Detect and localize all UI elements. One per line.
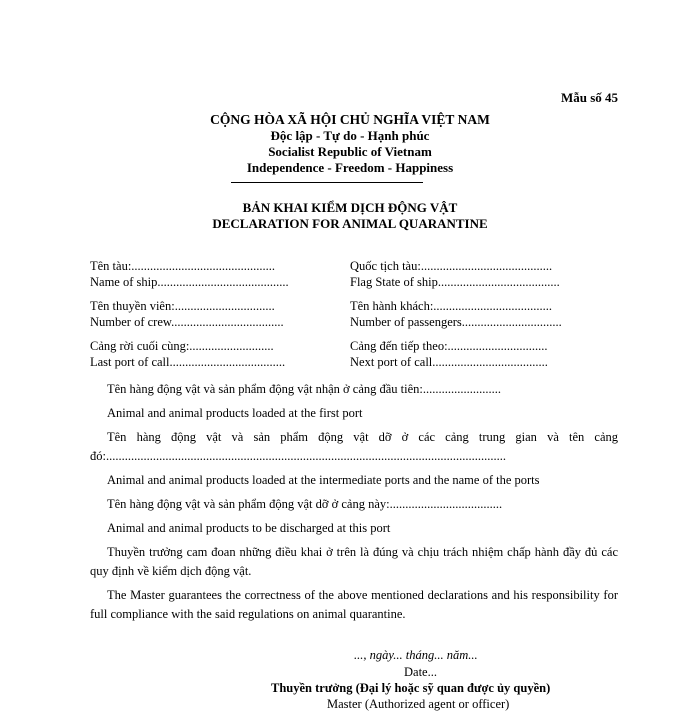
- ship-info-fields: [90, 258, 610, 378]
- document-title: [0, 200, 700, 232]
- field-row-ship: [90, 258, 610, 290]
- passengers-label-en: Number of passengers................................: [350, 315, 562, 329]
- intermediate-ports-en: Animal and animal products loaded at the intermediate ports and the name of the ports: [107, 473, 540, 487]
- title-en: DECLARATION FOR ANIMAL QUARANTINE: [212, 216, 488, 231]
- crew-label-vn: Tên thuyền viên:................................: [90, 299, 275, 313]
- field-nationality: [350, 258, 610, 290]
- next-port-label-vn: Cảng đến tiếp theo:................................: [350, 339, 548, 353]
- discharged-this-port-en: Animal and animal products to be discharged at this port: [107, 521, 391, 535]
- last-port-label-en: Last port of call.....................................: [90, 355, 286, 369]
- ship-name-label-en: Name of ship..........................................: [90, 275, 289, 289]
- national-header: [0, 112, 700, 176]
- header-motto-vn: Độc lập - Tự do - Hạnh phúc: [270, 128, 430, 143]
- header-country-vn: CỘNG HÒA XÃ HỘI CHỦ NGHĨA VIỆT NAM: [210, 112, 490, 127]
- last-port-label-vn: Cảng rời cuối cùng:...........................: [90, 339, 274, 353]
- ship-name-label-vn: Tên tàu:..............................................: [90, 259, 276, 273]
- field-passengers: [350, 298, 610, 330]
- loaded-first-port-vn: Tên hàng động vật và sản phẩm động vật nhận ở cảng đầu tiên:.........................: [107, 382, 502, 396]
- discharged-this-port-vn: Tên hàng động vật và sản phẩm động vật dỡ ở cảng này:....................................: [107, 497, 503, 511]
- master-guarantee-vn: Thuyền trưởng cam đoan những điều khai ở trên là đúng và chịu trách nhiệm chấp hành đầy đủ các quy định về kiểm dịch động vật.: [90, 545, 618, 578]
- nationality-label-vn: Quốc tịch tàu:..........................................: [350, 259, 553, 273]
- field-next-port: [350, 338, 610, 370]
- field-last-port: [90, 338, 350, 370]
- loaded-first-port-en: Animal and animal products loaded at the first port: [107, 406, 363, 420]
- header-divider: [231, 182, 423, 183]
- nationality-label-en: Flag State of ship.......................................: [350, 275, 560, 289]
- field-crew: [90, 298, 350, 330]
- master-title-vn: Thuyền trưởng (Đại lý hoặc sỹ quan được ủy quyền): [271, 681, 551, 695]
- field-row-ports: [90, 338, 610, 370]
- crew-label-en: Number of crew....................................: [90, 315, 284, 329]
- date-line-en: Date...: [404, 665, 437, 679]
- header-country-en: Socialist Republic of Vietnam: [268, 144, 432, 159]
- field-ship-name: [90, 258, 350, 290]
- intermediate-ports-vn: Tên hàng động vật và sản phẩm động vật dỡ ở các cảng trung gian và tên cảng đó:................................................................................................................................: [90, 430, 618, 463]
- master-title-en: Master (Authorized agent or officer): [327, 697, 510, 711]
- field-row-people: [90, 298, 610, 330]
- master-guarantee-en: The Master guarantees the correctness of the above mentioned declarations and his responsibility for full compliance with the said regulations on animal quarantine.: [90, 588, 618, 621]
- passengers-label-vn: Tên hành khách:......................................: [350, 299, 553, 313]
- declaration-body: [90, 380, 618, 629]
- title-vn: BẢN KHAI KIỂM DỊCH ĐỘNG VẬT: [242, 200, 458, 215]
- next-port-label-en: Next port of call.....................................: [350, 355, 548, 369]
- form-number: Mẫu số 45: [560, 90, 618, 105]
- header-motto-en: Independence - Freedom - Happiness: [246, 160, 454, 175]
- date-line-vn: ..., ngày... tháng... năm...: [354, 648, 478, 662]
